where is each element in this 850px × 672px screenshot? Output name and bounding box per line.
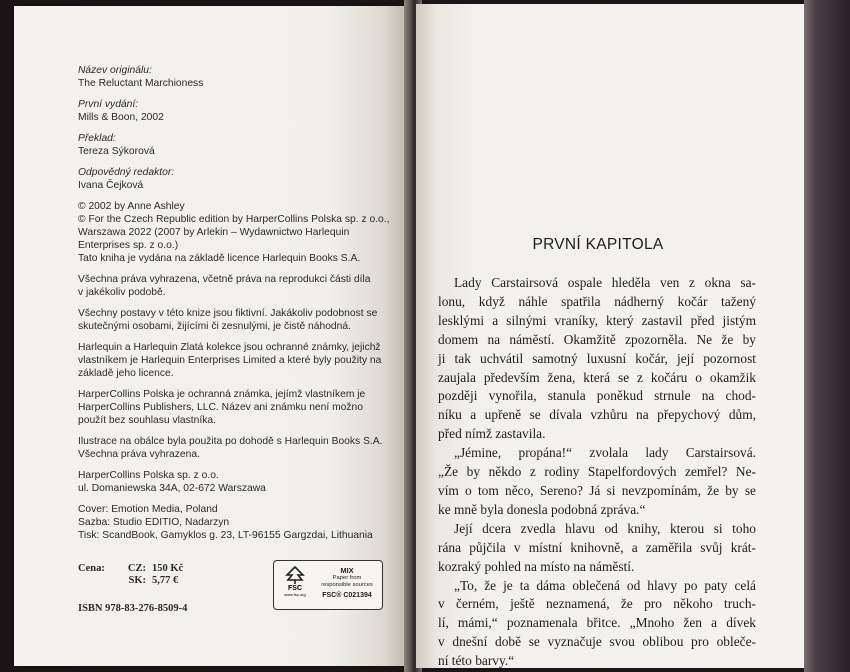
original-title: The Reluctant Marchioness bbox=[78, 78, 204, 89]
first-edition-block bbox=[78, 98, 388, 124]
text-line: zaujala především žena, která se z kočáru o okamžik bbox=[438, 369, 756, 385]
fsc-mix-title: MIX bbox=[340, 566, 354, 575]
translator: Tereza Sýkorová bbox=[78, 146, 155, 157]
first-edition: Mills & Boon, 2002 bbox=[78, 112, 164, 123]
price-label-spacer bbox=[78, 575, 116, 587]
rights-line: Všechna práva vyhrazena, včetně práva na reprodukci části díla bbox=[78, 274, 371, 285]
editor: Ivana Čejková bbox=[78, 180, 144, 191]
original-title-block bbox=[78, 64, 388, 90]
hc-trademark-line: HarperCollins Polska je ochranná známka, jejímž vlastníkem je bbox=[78, 389, 366, 400]
trademark-line: základě jeho licence. bbox=[78, 368, 174, 379]
fiction-line: skutečnými osobami, žijícími či zesnulými, je čistě náhodná. bbox=[78, 321, 351, 332]
trademark-notice bbox=[78, 341, 388, 380]
hc-trademark-line: HarperCollins Publishers, LLC. Název ani známku není možno bbox=[78, 402, 364, 413]
text-line: lonu, když náhle spatřila nádherný kočár tažený bbox=[438, 293, 756, 309]
rights-line: v jakékoliv podobě. bbox=[78, 287, 166, 298]
text-line: „Že by někdo z rodiny Stapelfordových zemřel? Ne- bbox=[438, 464, 756, 480]
original-title-label: Název originálu: bbox=[78, 65, 152, 76]
text-line: v černém, ještě neznamená, že pro někoho truch- bbox=[438, 596, 756, 612]
production-line: Cover: Emotion Media, Poland bbox=[78, 504, 218, 515]
text-line: později vynořila, stanula poněkud strnule na chod- bbox=[438, 388, 756, 404]
price-block bbox=[78, 563, 268, 587]
text-line: lí, mámi,“ poznamenala břitce. „Mnoho žen a dívek bbox=[438, 615, 756, 631]
production-line: Tisk: ScandBook, Gamyklos g. 23, LT-96155 Gargzdai, Lithuania bbox=[78, 530, 373, 541]
hc-trademark-line: použít bez souhlasu vlastníka. bbox=[78, 415, 216, 426]
fsc-logo-text: FSC bbox=[288, 585, 302, 592]
fsc-paper-line: responsible sources bbox=[321, 581, 373, 588]
fsc-paper-line: Paper from bbox=[332, 575, 362, 581]
production-credits bbox=[78, 503, 388, 542]
copyright-line: Enterprises sp. z o.o.) bbox=[78, 240, 179, 251]
copyright-line: Warszawa 2022 (2007 by Arlekin – Wydawnictwo Harlequin bbox=[78, 227, 350, 238]
text-line: lesklými a silnými vraníky, který zastavil před jistým bbox=[438, 312, 756, 328]
fsc-label bbox=[273, 560, 383, 610]
translation-block bbox=[78, 132, 388, 158]
copyright-notice bbox=[78, 200, 388, 265]
fsc-logo bbox=[280, 565, 310, 605]
text-line: níku a upřeně se dívala vzhůru na přepychový dům, bbox=[438, 407, 756, 423]
text-line: před nímž zastavila. bbox=[438, 426, 546, 442]
text-line: Její dcera zvedla hlavu od knihy, kterou si toho bbox=[454, 520, 756, 536]
cover-image-line: Ilustrace na obálce byla použita po dohodě s Harlequin Books S.A. bbox=[78, 436, 383, 447]
chapter-title: PRVNÍ KAPITOLA bbox=[532, 236, 664, 253]
price-cz: 150 Kč bbox=[152, 563, 184, 574]
publisher-address bbox=[78, 469, 388, 495]
text-line: Lady Carstairsová ospale hleděla ven z okna sa- bbox=[454, 275, 756, 290]
publisher-line: HarperCollins Polska sp. z o.o. bbox=[78, 470, 219, 481]
fsc-code: FSC® C021394 bbox=[322, 592, 372, 599]
editor-label: Odpovědný redaktor: bbox=[78, 167, 175, 178]
publisher-line: ul. Domaniewska 34A, 02-672 Warszawa bbox=[78, 483, 266, 494]
isbn: ISBN 978-83-276-8509-4 bbox=[78, 603, 188, 614]
fsc-tree-icon bbox=[284, 565, 306, 585]
price-sk: 5,77 € bbox=[152, 575, 179, 586]
hc-trademark-notice bbox=[78, 388, 388, 427]
fsc-url: www.fsc.org bbox=[284, 592, 306, 597]
rights-notice bbox=[78, 273, 388, 299]
trademark-line: Harlequin a Harlequin Zlatá kolekce jsou ochranné známky, jejichž bbox=[78, 342, 381, 353]
text-line: domem na náměstí. Okamžitě zpozorněla. Ne že by bbox=[438, 331, 756, 347]
text-line: kozraký pohled na místo na náměstí. bbox=[438, 558, 635, 574]
copyright-line: © For the Czech Republic edition by HarperCollins Polska sp. z o.o., bbox=[78, 214, 390, 225]
text-line: vím o tom něco, Sereno? Já si nevzpomínám, že by se bbox=[438, 482, 756, 498]
price-cz-label: CZ: bbox=[127, 563, 146, 574]
copyright-line: Tato kniha je vydána na základě licence Harlequin Books S.A. bbox=[78, 253, 361, 264]
text-line: „To, že je ta dáma oblečená od hlavy po paty celá bbox=[454, 577, 756, 593]
colophon bbox=[78, 64, 388, 550]
translation-label: Překlad: bbox=[78, 133, 116, 144]
trademark-line: vlastníkem je Harlequin Enterprises Limited a které byly použity na bbox=[78, 355, 382, 366]
fiction-disclaimer bbox=[78, 307, 388, 333]
fiction-line: Všechny postavy v této knize jsou fiktivní. Jakákoliv podobnost se bbox=[78, 308, 378, 319]
cover-image-notice bbox=[78, 435, 388, 461]
cover-image-line: Všechna práva vyhrazena. bbox=[78, 449, 200, 460]
editor-block bbox=[78, 166, 388, 192]
price-sk-label: SK: bbox=[128, 575, 146, 586]
production-line: Sazba: Studio EDITIO, Nadarzyn bbox=[78, 517, 230, 528]
price-label: Cena: bbox=[78, 563, 105, 574]
text-line: rána půjčila v místní knihovně, a zaměřila svůj krát- bbox=[438, 539, 756, 555]
text-line: v dnešní době se vyznačuje svou oblibou pro obleče- bbox=[438, 634, 756, 650]
price-row-sk bbox=[78, 575, 268, 587]
first-edition-label: První vydání: bbox=[78, 99, 139, 110]
text-line: ní této barvy.“ bbox=[438, 653, 515, 669]
copyright-line: © 2002 by Anne Ashley bbox=[78, 201, 185, 212]
page-edges bbox=[804, 0, 850, 672]
fsc-mix bbox=[314, 566, 380, 599]
chapter-text bbox=[438, 274, 756, 671]
text-line: „Jémine, propána!“ zvolala lady Carstairsová. bbox=[454, 445, 756, 461]
text-line: ke mně byla donesla podobná zpráva.“ bbox=[438, 501, 646, 517]
text-line: ji tak uchvátil samotný luxusní kočár, její pozornost bbox=[438, 350, 756, 366]
price-row-cz bbox=[78, 563, 268, 575]
